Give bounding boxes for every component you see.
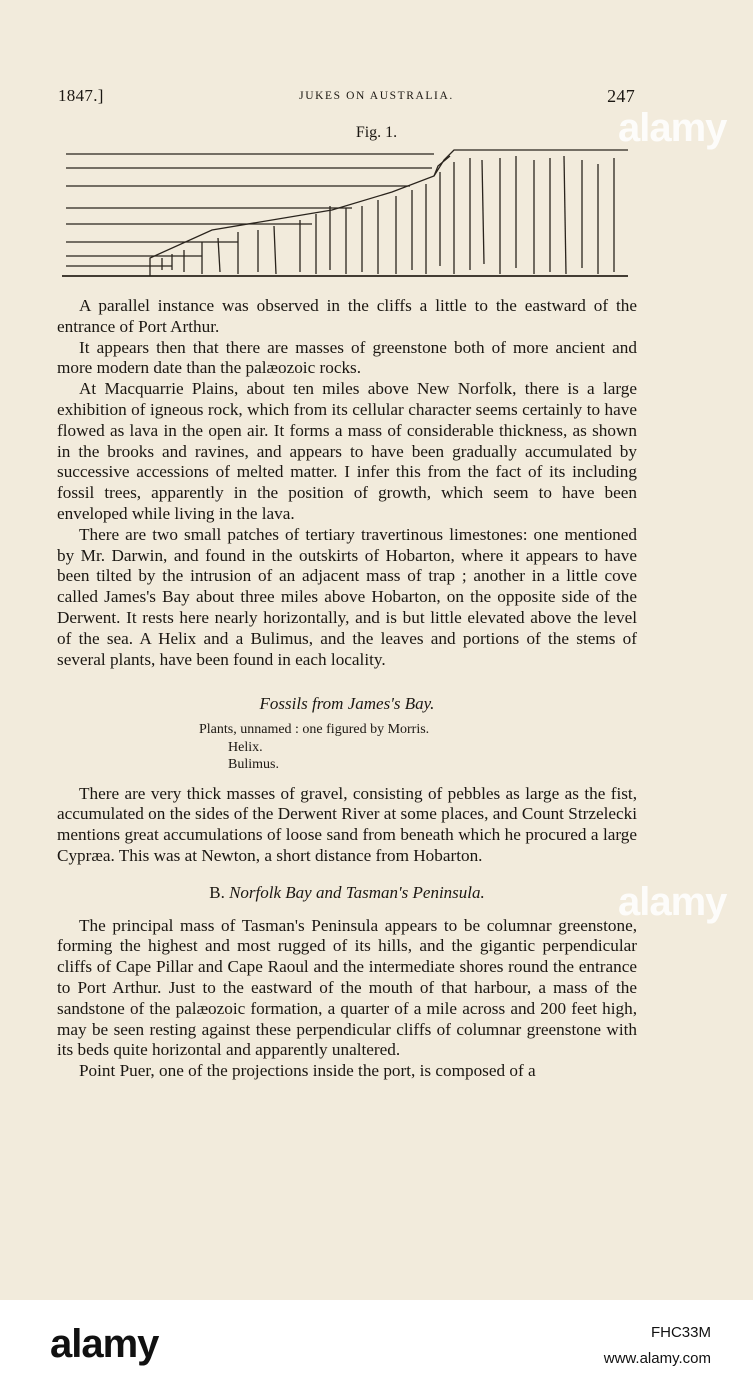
paragraph: At Macquarrie Plains, about ten miles above New Norfolk, there is a large exhibition of igneous rock, which from its cellular character seems certainly to have flowed as lava in the open air. It forms a mass of considerable thickness, as shown in the brooks and ravines, and appears to have been gradually accumulated by successive accessions of melted matter. I infer this from the fact of its including fossil trees, apparently in the position of growth, which seem to have been enveloped while living in the lava. <box>57 379 637 523</box>
watermark-text: alamy <box>618 106 727 150</box>
paragraph: It appears then that there are masses of greenstone both of more ancient and more modern date than the palæozoic rocks. <box>57 337 637 378</box>
fossil-item: Plants, unnamed : one figured by Morris. <box>199 722 430 738</box>
section-title: Norfolk Bay and Tasman's Peninsula. <box>229 882 485 902</box>
alamy-logo: alamy <box>50 1322 159 1366</box>
section-label: B. <box>209 882 225 902</box>
section-heading <box>57 883 637 904</box>
body-text <box>57 296 637 1082</box>
image-id: FHC33M <box>650 1324 711 1341</box>
fossil-list-title: Fossils from James's Bay. <box>259 694 435 714</box>
running-head-year: 1847.] <box>58 86 104 105</box>
fossil-list <box>57 721 637 774</box>
page-number: 247 <box>607 86 635 106</box>
stock-footer <box>0 1300 753 1390</box>
figure-caption: Fig. 1. <box>355 124 398 141</box>
site-url: www.alamy.com <box>603 1350 711 1367</box>
paragraph: There are very thick masses of gravel, consisting of pebbles as large as the fist, accumulated on the sides of the Derwent River at some places, and Count Strzelecki mentions great accumulations of loose sand from beneath which he procured a large Cypræa. This was at Newton, a short distance from Hobarton. <box>57 783 637 866</box>
watermark-text: alamy <box>618 880 727 924</box>
geological-section-figure <box>62 146 632 282</box>
paragraph: Point Puer, one of the projections inside the port, is composed of a <box>79 1061 536 1081</box>
paragraph: The principal mass of Tasman's Peninsula appears to be columnar greenstone, forming the highest and most rugged of its hills, and the gigantic perpendicular cliffs of Cape Pillar and Cape Raoul and the intermediate shores round the entrance to Port Arthur. Just to the eastward of the mouth of that harbour, a mass of the sandstone of the palæozoic formation, a quarter of a mile across and 200 feet high, may be seen resting against these perpendicular cliffs of columnar greenstone with its beds quite horizontal and apparently unaltered. <box>57 915 637 1060</box>
paragraph: There are two small patches of tertiary travertinous limestones: one mentioned by Mr. Darwin, and found in the outskirts of Hobarton, where it appears to have been tilted by the intrusion of an adjacent mass of trap ; another in a little cove called James's Bay about three miles above Hobarton, on the opposite side of the Derwent. It rests here nearly horizontally, and is but little elevated above the level of the sea. A Helix and a Bulimus, and the leaves and portions of the stems of several plants, have been found in each locality. <box>57 524 637 669</box>
running-head-title: JUKES ON AUSTRALIA. <box>299 90 454 102</box>
fossil-item: Helix. <box>228 739 263 755</box>
paragraph: A parallel instance was observed in the cliffs a little to the eastward of the entrance of Port Arthur. <box>57 296 637 336</box>
fossil-item: Bulimus. <box>228 757 279 773</box>
